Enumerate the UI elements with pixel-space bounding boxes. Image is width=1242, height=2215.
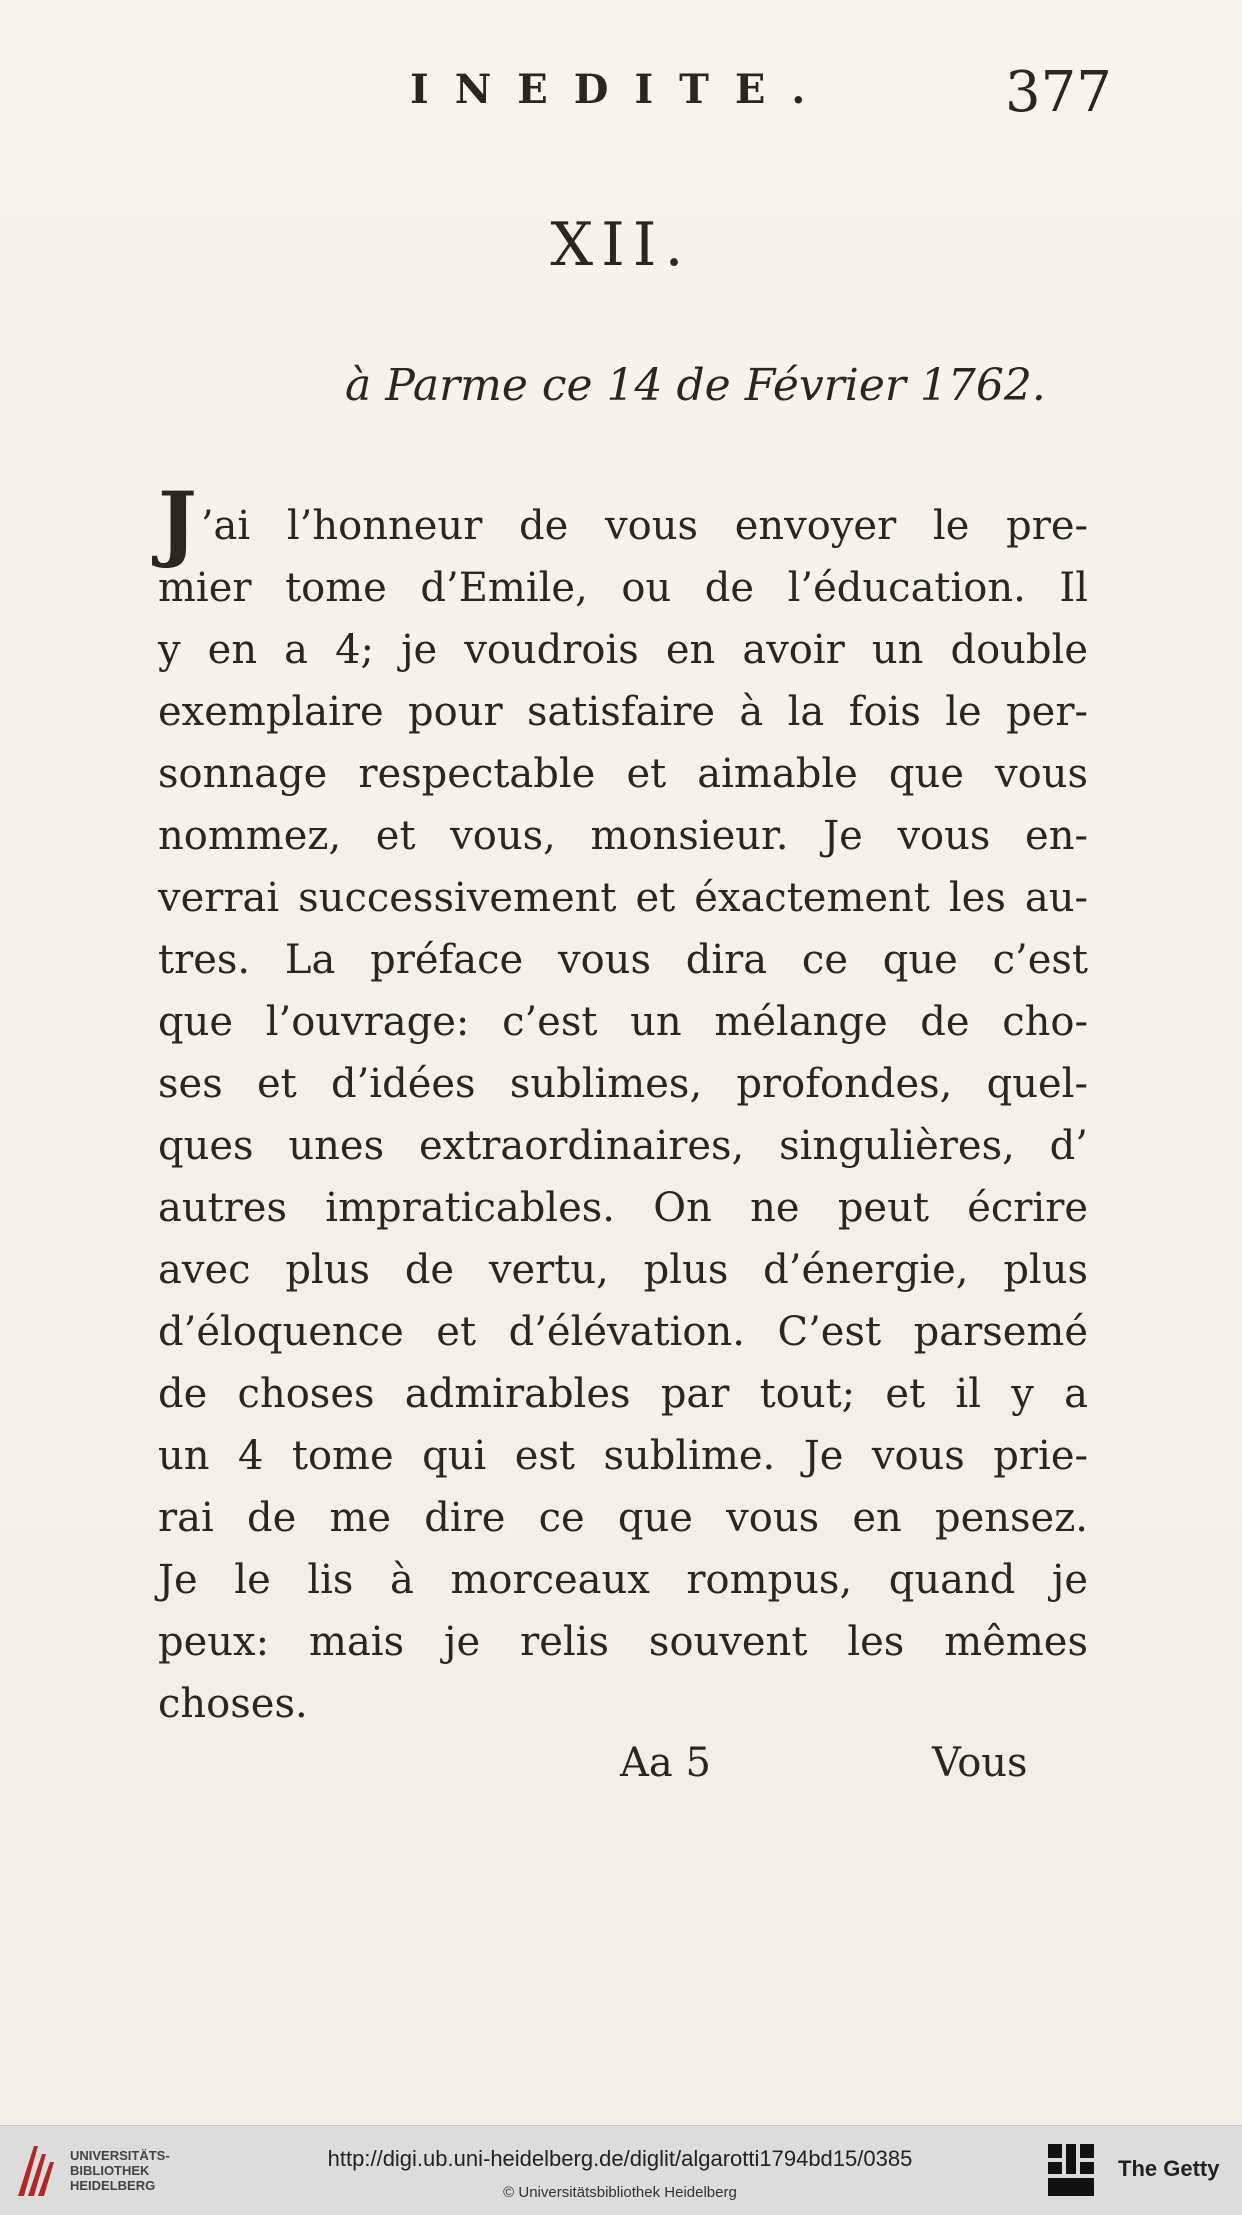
text-line: J ’ai l’honneur de vous envoyer le pre- [158, 475, 1088, 571]
text-line: sonnage respectable et aimable que vous [158, 751, 1088, 797]
getty-logo-icon [1046, 2140, 1098, 2200]
text-line: d’éloquence et d’élévation. C’est parsemé [158, 1309, 1088, 1355]
running-head: INEDITE. [410, 66, 832, 113]
text-line: peux: mais je relis souvent les mêmes [158, 1619, 1088, 1665]
footer-bar [0, 2125, 1242, 2215]
text-line: un 4 tome qui est sublime. Je vous prie- [158, 1433, 1088, 1479]
letter-body [158, 475, 1088, 1735]
heidelberg-library-logo-icon [14, 2138, 60, 2200]
text-line: verrai successivement et éxactement les au- [158, 875, 1088, 921]
drop-cap: J [158, 475, 197, 571]
text-line: rai de me dire ce que vous en pensez. [158, 1495, 1088, 1541]
text-line: nommez, et vous, monsieur. Je vous en- [158, 813, 1088, 859]
source-url-link[interactable]: http://digi.ub.uni-heidelberg.de/diglit/algarotti1794bd15/0385 [327, 2146, 913, 2171]
copyright-notice: © Universitätsbibliothek Heidelberg [503, 2184, 737, 2201]
text-line: de choses admirables par tout; et il y a [158, 1371, 1088, 1417]
text-line: que l’ouvrage: c’est un mélange de cho- [158, 999, 1088, 1045]
section-number: XII. [550, 210, 692, 280]
dateline: à Parme ce 14 de Février 1762. [345, 360, 1046, 411]
text-line: ques unes extraordinaires, singulières, d’ [158, 1123, 1088, 1169]
text-line: mier tome d’Emile, ou de l’éducation. Il [158, 565, 1088, 611]
text-line: avec plus de vertu, plus d’énergie, plus [158, 1247, 1088, 1293]
text-line: ses et d’idées sublimes, profondes, quel- [158, 1061, 1088, 1107]
text-line: y en a 4; je voudrois en avoir un double [158, 627, 1088, 673]
signature-mark: Aa 5 [620, 1740, 711, 1786]
catchword: Vous [932, 1740, 1028, 1786]
text-line: exemplaire pour satisfaire à la fois le per- [158, 689, 1088, 735]
page-number: 377 [1005, 60, 1112, 125]
text-line: Je le lis à morceaux rompus, quand je [158, 1557, 1088, 1603]
text-line: autres impraticables. On ne peut écrire [158, 1185, 1088, 1231]
text-line: tres. La préface vous dira ce que c’est [158, 937, 1088, 983]
text-line: choses. [158, 1681, 308, 1727]
catchword-line [0, 1740, 1242, 1800]
partner-name: The Getty [1118, 2156, 1220, 2181]
institution-name: UNIVERSITÄTS- BIBLIOTHEK HEIDELBERG [70, 2148, 170, 2193]
